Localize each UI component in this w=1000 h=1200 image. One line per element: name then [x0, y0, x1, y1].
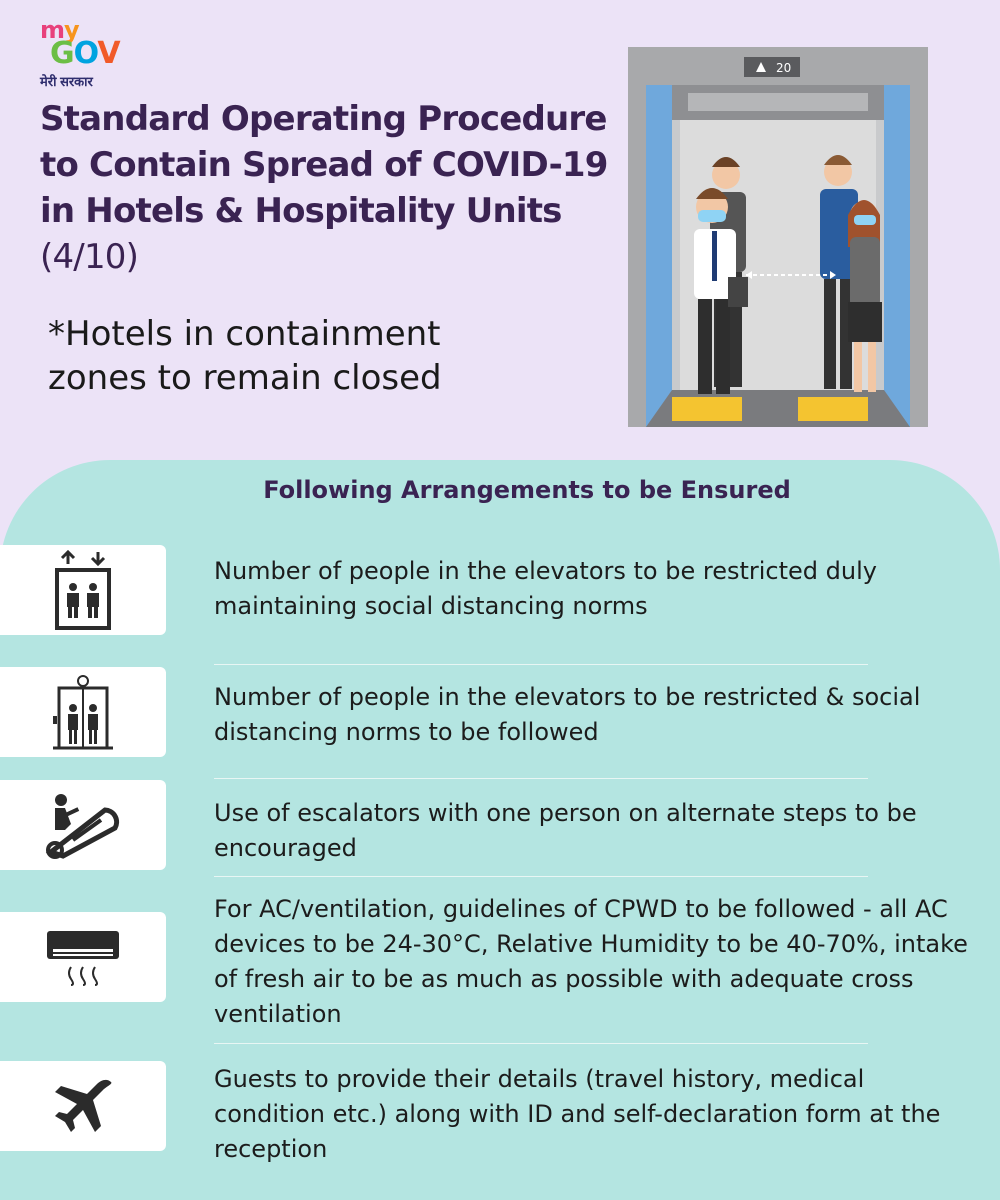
- item-3-text: Use of escalators with one person on alternate steps to be encouraged: [214, 799, 917, 862]
- logo-gov: GOV: [50, 36, 120, 71]
- mygov-logo: [40, 18, 150, 90]
- title-main: Standard Operating Procedure to Contain Spread of COVID-19 in Hotels & Hospitality Units: [40, 99, 608, 231]
- title-part: (4/10): [40, 237, 139, 277]
- item-5-icon-box: [0, 1061, 166, 1151]
- elevator-illustration: [628, 47, 928, 427]
- floor-number: 20: [776, 61, 792, 75]
- elevator-people-icon: [51, 672, 115, 752]
- elevator-arrows-icon: [53, 550, 113, 630]
- air-conditioner-icon: [45, 927, 121, 987]
- divider: [214, 778, 868, 779]
- item-1-icon-box: [0, 545, 166, 635]
- airplane-icon: [51, 1074, 115, 1138]
- item-4-icon-box: [0, 912, 166, 1002]
- item-3-icon-box: [0, 780, 166, 870]
- escalator-icon: [43, 790, 123, 860]
- logo-tagline: मेरी सरकार: [40, 74, 93, 89]
- section-heading: Following Arrangements to be Ensured: [263, 476, 791, 504]
- logo-my: my: [40, 16, 79, 44]
- divider: [214, 876, 868, 877]
- item-2-text: Number of people in the elevators to be restricted & social distancing norms to be followed: [214, 683, 921, 746]
- item-5-text: Guests to provide their details (travel history, medical condition etc.) along with ID and self-declaration form at the reception: [214, 1065, 941, 1163]
- page-title: [40, 96, 620, 280]
- item-4-text: For AC/ventilation, guidelines of CPWD to be followed - all AC devices to be 24-30°C, Relative Humidity to be 40-70%, intake of fresh air to be as much as possible with adequate cross ventilation: [214, 895, 968, 1028]
- item-2-icon-box: [0, 667, 166, 757]
- divider: [214, 664, 868, 665]
- item-1-text: Number of people in the elevators to be restricted duly maintaining social distancing norms: [214, 557, 877, 620]
- subtitle-note: *Hotels in containment zones to remain closed: [48, 314, 442, 398]
- divider: [214, 1043, 868, 1044]
